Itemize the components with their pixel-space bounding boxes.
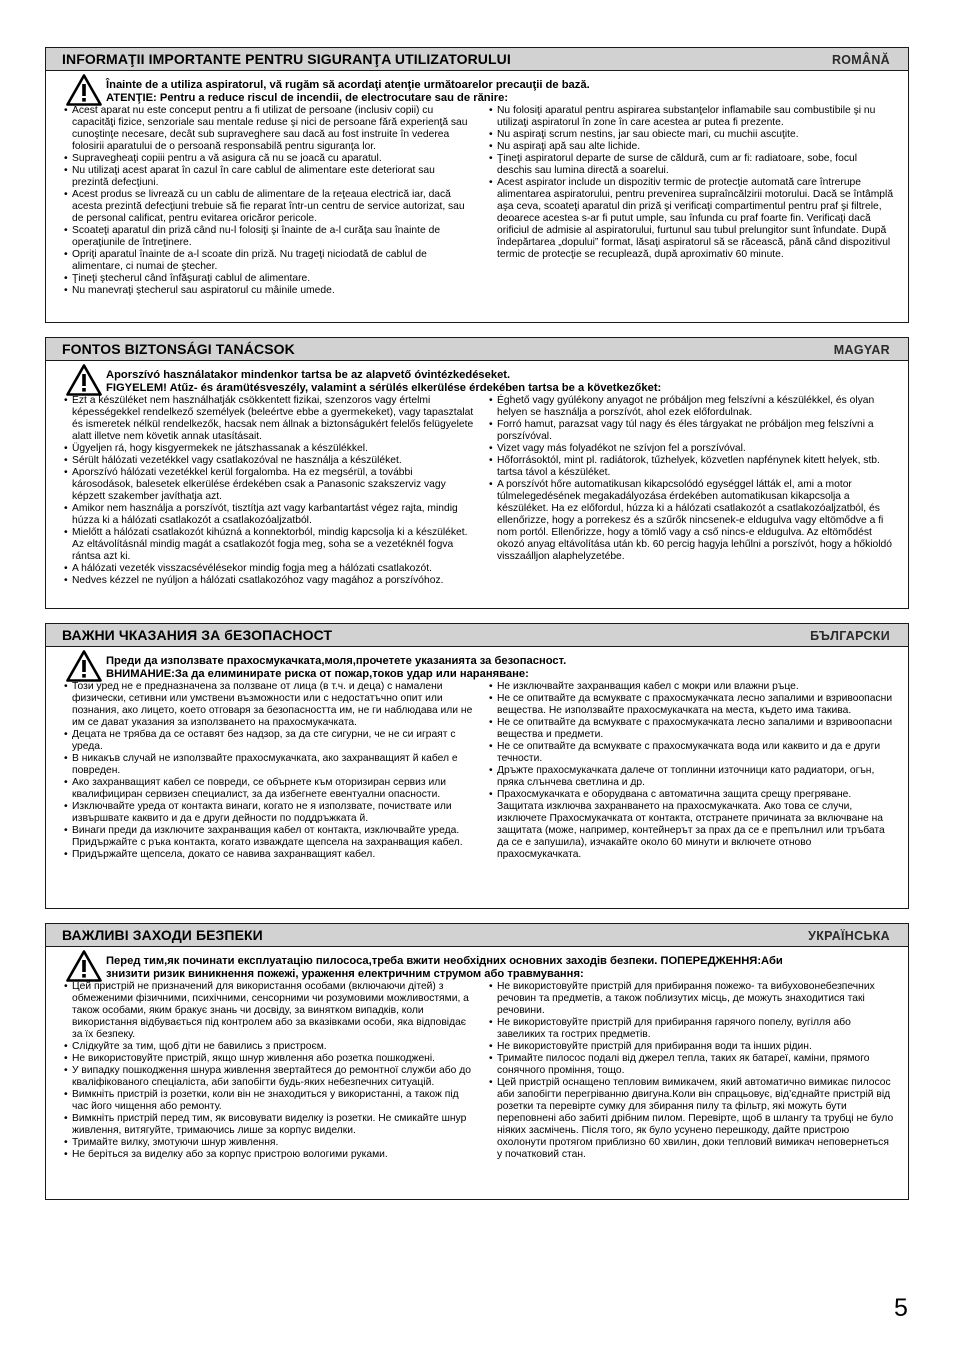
warning-triangle-icon (66, 950, 102, 982)
list-item: • Supravegheaţi copiii pentru a vă asigura că nu se joacă cu aparatul. (64, 153, 474, 165)
list-item: • Nedves kézzel ne nyúljon a hálózati csatlakozóhoz vagy magához a porszívóhoz. (64, 575, 474, 587)
list-item: • Nu utilizaţi acest aparat în cazul în care cablul de alimentare este deteriorat sau prezintă defecţiuni. (64, 165, 474, 189)
section-magyar (45, 337, 909, 609)
list-item: • Hőforrásoktól, mint pl. radiátorok, tűzhelyek, közvetlen napfénynek kitett helyek, stb. tartsa távol a készüléket. (489, 455, 894, 479)
list-item: • Вимкніть пристрій із розетки, коли він не знаходиться у використанні, а також під час його чищення або ремонту. (64, 1089, 474, 1113)
section-ukrainska (45, 923, 909, 1200)
list-item: • Не використовуйте пристрій для прибирання гарячого попелу, вугілля або завеликих та гострих предметів. (489, 1017, 894, 1041)
precaution-list (489, 681, 894, 861)
warning-block (46, 647, 908, 681)
list-item: • Този уред не е предназначена за ползване от лица (в т.ч. и деца) с намалени физически, сетивни или умствени възможности или с недостатъчно опит или познания, ако лицето, което отговаря за безопасността им, не ги наблюдава или не им се дават указания за използването на прахосмукачката. (64, 681, 474, 729)
list-item: • Ако захранващият кабел се повреди, се обърнете към оторизиран сервиз или квалифициран сервизен специалист, за да избегнете евентуални опасности. (64, 777, 474, 801)
list-item: • Mielőtt a hálózati csatlakozót kihúzná a konnektorból, mindig kapcsolja ki a készüléket. Az eltávolításnál mindig magát a csatlakozót fogja meg, soha se a vezetéknél fogva rántsa azt ki. (64, 527, 474, 563)
right-column (489, 681, 894, 861)
section-title: ВАЖЛИВІ ЗАХОДИ БЕЗПЕКИ (62, 927, 263, 943)
section-title: ВАЖНИ ЧКАЗАНИЯ ЗА бЕЗОПАСНОСТ (62, 627, 333, 643)
list-item: • Acest produs se livrează cu un cablu de alimentare de la reţeaua electrică iar, dacă acesta prezintă defecţiuni trebuie să fie reparat într-un centru de service autorizat, sau de personal calificat, pentru evitarea oricăror pericole. (64, 189, 474, 225)
warning-block (46, 71, 908, 105)
list-item: • Не використовуйте пристрій для прибирання води та інших рідин. (489, 1041, 894, 1053)
warning-text: Преди да използвате прахосмукачката,моля,прочетете указанията за безопасност. ВНИМАНИЕ:За да елиминирате риска от пожар,токов удар или нараняване: (106, 655, 567, 680)
warning-block (46, 947, 908, 981)
list-item: • Дръжте прахосмукачката далече от топлинни източници като радиатори, огън, пряка слънчева светлина и др. (489, 765, 894, 789)
section-language: ROMÂNĂ (831, 53, 890, 67)
section-balgarski (45, 623, 909, 909)
precaution-list (64, 105, 474, 297)
list-item: • Ezt a készüléket nem használhatják csökkentett fizikai, szenzoros vagy értelmi képességekkel rendelkező személyek (beleértve ebbe a gyermekeket), vagy tapasztalat és ismeretek nélkül rendelkezők, hacsak nem állnak a biztonságukért felelős felügyelete alatt illetve nem követik annak utasításait. (64, 395, 474, 443)
list-item: • A porszívót hőre automatikusan kikapcsolódó egységgel látták el, ami a motor túlmelegedésének megakadályozása érdekében automatikusan kikapcsolja a készüléket. Ha ez előfordul, húzza ki a hálózati csatlakozót a csatlakozóaljzatból, és ellenőrizze, hogy a porrekesz és a szűrők nincsenek-e eldugulva vagy eltömődve a fi nom portól. Ellenőrizze, hogy a tömlő vagy a cső nincs-e eldugulva. Az eltömődést okozó anyag eltávolítása után kb. 60 percig hagyja lehűlni a porszívót, hogy a hőkioldó visszaálljon alaphelyzetébe. (489, 479, 894, 563)
right-column (489, 395, 894, 563)
list-item: • Не се опитвайте да всмуквате с прахосмукачката лесно запалими и взривоопасни вещества и предмети. (489, 717, 894, 741)
section-header (46, 48, 908, 71)
right-column (489, 105, 894, 261)
section-language: УКРАЇНСЬКА (808, 929, 890, 943)
section-title: INFORMAŢII IMPORTANTE PENTRU SIGURANŢA UTILIZATORULUI (62, 51, 511, 67)
warning-triangle-icon (66, 74, 102, 106)
precaution-list (489, 105, 894, 261)
list-item: • Éghető vagy gyúlékony anyagot ne próbáljon meg felszívni a készülékkel, és olyan helyen se használja a porszívót, ahol ezek előfordulnak. (489, 395, 894, 419)
precaution-list (489, 981, 894, 1161)
precaution-list (64, 981, 474, 1161)
warning-triangle-icon (66, 650, 102, 682)
list-item: • Opriţi aparatul înainte de a-l scoate din priză. Nu trageţi niciodată de cablul de alimentare, ci numai de ştecher. (64, 249, 474, 273)
precaution-list (489, 395, 894, 563)
section-language: MAGYAR (833, 343, 890, 357)
precaution-list (64, 681, 474, 861)
list-item: • Не изключвайте захранващия кабел с мокри или влажни ръце. (489, 681, 894, 693)
list-item: • Не се опитвайте да всмуквате с прахосмукачката лесно запалими и взривоопасни вещества. Не използвайте прахосмукачката на места, където има такива. (489, 693, 894, 717)
list-item: • Nu aspiraţi scrum nestins, jar sau obiecte mari, cu muchii ascuţite. (489, 129, 894, 141)
warning-triangle-icon (66, 364, 102, 396)
list-item: • Децата не трябва да се оставят без надзор, за да сте сигурни, че не си играят с уреда. (64, 729, 474, 753)
list-item: • Amikor nem használja a porszívót, tisztítja azt vagy karbantartást végez rajta, mindig húzza ki a hálózati csatlakozót a csatlakozóaljzatból. (64, 503, 474, 527)
right-column (489, 981, 894, 1161)
list-item: • Цей пристрій оснащено тепловим вимикачем, який автоматично вимикає пилосос аби запобігти перегріванню двигуна.Коли він спрацьовує, від’єднайте пристрій від розетки та перевірте сумку для збирання пилу та фільтр, які можуть бути переповнені або забиті дрібним пилом. Перевірте, щоб в шлангу та трубці не було ніяких засмічень. Після того, як було усунено перешкоду, дайте пристрою охолонути протягом приблизно 60 хвилин, доки тепловий вимикач неповернеться у початковий стан. (489, 1077, 894, 1161)
list-item: • Слідкуйте за тим, щоб діти не бавились з пристроєм. (64, 1041, 474, 1053)
warning-text: Перед тим,як починати експлуатацію пилососа,треба вжити необхідних основних заходів безпеки. ПОПЕРЕДЖЕННЯ:Аби знизити ризик виникнення пожежі, ураження електричним струмом або травмування: (106, 955, 783, 980)
left-column (64, 981, 474, 1161)
list-item: • Винаги преди да изключите захранващия кабел от контакта, изключвайте уреда. Придържайте с ръка контакта, когато изваждате щепсела на захранващия кабел. (64, 825, 474, 849)
list-item: • Не використовуйте пристрій для прибирання пожежо- та вибуховонебезпечних речовин та предметів, а також поблизутих місць, де можуть знаходитися такі речовини. (489, 981, 894, 1017)
list-item: • Не використовуйте пристрій, якщо шнур живлення або розетка пошкоджені. (64, 1053, 474, 1065)
list-item: • В никакъв случай не използвайте прахосмукачката, ако захранващият й кабел е повреден. (64, 753, 474, 777)
list-item: • Ügyeljen rá, hogy kisgyermekek ne játszhassanak a készülékkel. (64, 443, 474, 455)
list-item: • Nu folosiţi aparatul pentru aspirarea substanţelor inflamabile sau combustibile şi nu utilizaţi aspiratorul în zone în care acestea ar putea fi prezente. (489, 105, 894, 129)
list-item: • Цей пристрій не призначений для використання особами (включаючи дітей) з обмеженими фізичними, психічними, сенсорними чи розумовими можливостями, а також особами, яким бракує знань чи досвіду, за винятком випадків, коли використання відбувається під контролем або за вказівками особи, яка відповідає за їх безпеку. (64, 981, 474, 1041)
list-item: • A hálózati vezeték visszacsévélésekor mindig fogja meg a hálózati csatlakozót. (64, 563, 474, 575)
list-item: • Ţineţi aspiratorul departe de surse de căldură, cum ar fi: radiatoare, sobe, focul deschis sau lumina directă a soarelui. (489, 153, 894, 177)
left-column (64, 395, 474, 587)
left-column (64, 105, 474, 297)
warning-text: Înainte de a utiliza aspiratorul, vă rugăm să acordaţi atenţie următoarelor precauţii de bază. ATENŢIE: Pentru a reduce riscul de incendii, de electrocutare sau de rănire: (106, 79, 590, 104)
list-item: • Acest aparat nu este conceput pentru a fi utilizat de persoane (inclusiv copii) cu capacităţi fizice, senzoriale sau mentale reduse şi nici de persoane fără experienţă sau cunoştinţe necesare, decât sub supraveghere sau dacă au fost instruite în vederea folosirii aparatului de o persoană responsabilă pentru siguranţa lor. (64, 105, 474, 153)
list-item: • Тримайте вилку, змотуючи шнур живлення. (64, 1137, 474, 1149)
list-item: • Aporszívó hálózati vezetékkel kerül forgalomba. Ha ez megsérül, a további károsodások, balesetek elkerülése érdekében csak a Panasonic szakszerviz vagy képzett szakember javíthatja azt. (64, 467, 474, 503)
list-item: • Forró hamut, parazsat vagy túl nagy és éles tárgyakat ne próbáljon meg felszívni a porszívóval. (489, 419, 894, 443)
precaution-list (64, 395, 474, 587)
list-item: • Не беріться за виделку або за корпус пристрою вологими руками. (64, 1149, 474, 1161)
list-item: • Тримайте пилосос подалі від джерел тепла, таких як батареї, каміни, прямого сонячного проміння, тощо. (489, 1053, 894, 1077)
warning-text: Aporszívó használatakor mindenkor tartsa be az alapvető óvintézkedéseket. FIGYELEM! Atűz- és áramütésveszély, valamint a sérülés elkerülése érdekében tartsa be a következőket: (106, 369, 662, 394)
section-header (46, 624, 908, 647)
list-item: • Sérült hálózati vezetékkel vagy csatlakozóval ne használja a készüléket. (64, 455, 474, 467)
list-item: • Прахосмукачката е оборудвана с автоматична защита срещу прегряване. Защитата изключва захранването на прахосмукачката. Ако това се случи, изключете Прахосмукачката от контакта, отстранете причината за включване на защитата (може, например, контейнерът за прах да се е препълнил или тръбата да се е запушила), изчакайте около 60 минути и включете отново прахосмукачката. (489, 789, 894, 861)
list-item: • Nu manevraţi ştecherul sau aspiratorul cu mâinile umede. (64, 285, 474, 297)
section-romana (45, 47, 909, 323)
list-item: • Vizet vagy más folyadékot ne szívjon fel a porszívóval. (489, 443, 894, 455)
list-item: • У випадку пошкодження шнура живлення звертайтеся до ремонтної служби або до кваліфікованого спеціаліста, аби запобігти будь-яких небезпечних ситуацій. (64, 1065, 474, 1089)
list-item: • Придържайте щепсела, докато се навива захранващият кабел. (64, 849, 474, 861)
section-header (46, 924, 908, 947)
left-column (64, 681, 474, 861)
section-header (46, 338, 908, 361)
list-item: • Вимкніть пристрій перед тим, як висовувати виделку із розетки. Не смикайте шнур живлення, витягуйте, тримаючись лише за корпус виделки. (64, 1113, 474, 1137)
list-item: • Не се опитвайте да всмуквате с прахосмукачката вода или каквито и да е други течности. (489, 741, 894, 765)
list-item: • Acest aspirator include un dispozitiv termic de protecţie automată care întrerupe alimentarea aspiratorului, pentru prevenirea supraîncălzirii motorului. Dacă se întâmplă aşa ceva, scoateţi aparatul din priză şi verificaţi compartimentul pentru praf şi filtrele, deoarece acestea s-ar fi putut umple, sau înfunda cu praf foarte fin. Verificaţi dacă orificiul de admisie al aspiratorului, furtunul sau tubul prelungitor sunt înfundate. După îndepărtarea „dopului” format, lăsaţi aspiratorul să se răcească, până când dispozitivul termic de protecţie se recuplează, după aproximativ 60 minute. (489, 177, 894, 261)
list-item: • Изключвайте уреда от контакта винаги, когато не я използвате, почиствате или извършвате каквито и да е други дейности по поддръжката й. (64, 801, 474, 825)
section-title: FONTOS BIZTONSÁGI TANÁCSOK (62, 341, 295, 357)
list-item: • Ţineţi ştecherul când înfăşuraţi cablul de alimentare. (64, 273, 474, 285)
page-number: 5 (894, 1294, 908, 1322)
list-item: • Nu aspiraţi apă sau alte lichide. (489, 141, 894, 153)
section-language: БЪЛГАРСКИ (810, 629, 890, 643)
list-item: • Scoateţi aparatul din priză când nu-l folosiţi şi înainte de a-l curăţa sau înainte de operaţiunile de întreţinere. (64, 225, 474, 249)
warning-block (46, 361, 908, 395)
